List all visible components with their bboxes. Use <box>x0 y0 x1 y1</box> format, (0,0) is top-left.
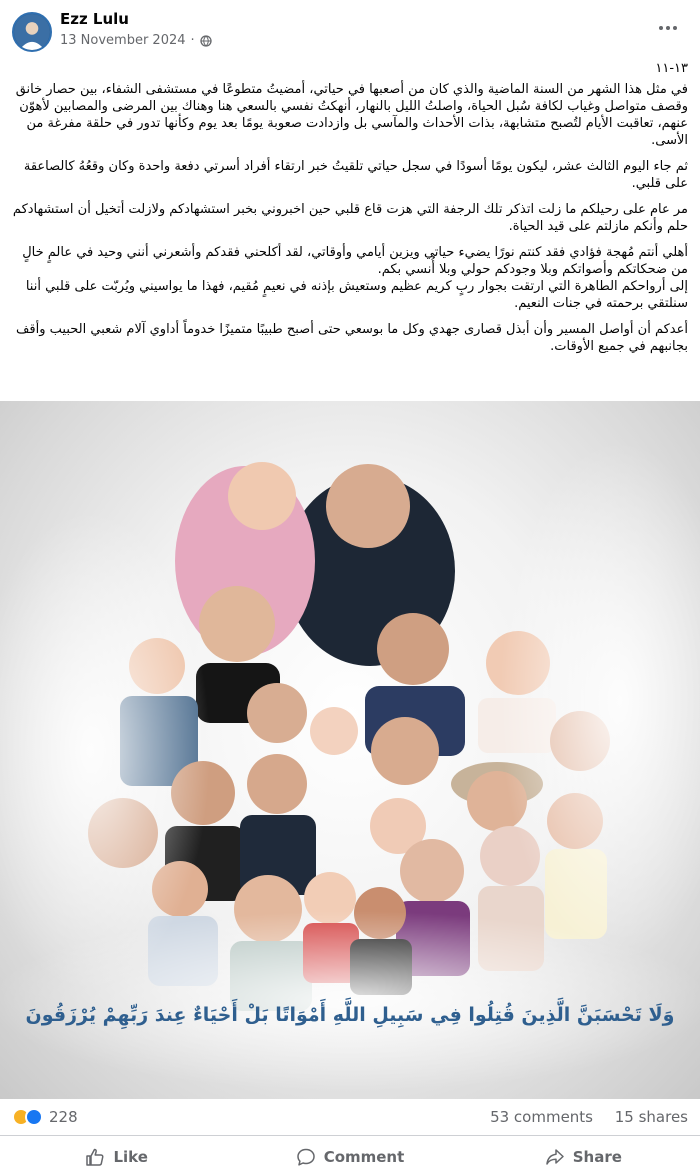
post-date[interactable]: 13 November 2024 <box>60 33 186 48</box>
like-reaction-icon <box>25 1108 43 1126</box>
comments-count[interactable]: 53 comments <box>490 1108 593 1126</box>
more-dots-icon[interactable] <box>656 18 680 38</box>
post-paragraph-3: مر عام على رحيلكم ما زلت اتذكر تلك الرجفة التي هزت قاع قلبي حين اخبروني بخبر استشهادكم ولازلت أتخيل أن استشهادكم حلم وأنكم مازلتم على قيد الحياة. <box>12 202 688 234</box>
share-label: Share <box>572 1147 622 1166</box>
post-text <box>12 60 688 364</box>
post-text-date: ١٣-١١ <box>655 61 688 76</box>
reaction-count[interactable]: 228 <box>49 1108 78 1126</box>
share-button[interactable] <box>467 1137 700 1176</box>
comment-label: Comment <box>323 1147 405 1166</box>
post-paragraph-2: ثم جاء اليوم الثالث عشر، ليكون يومًا أسودًا في سجل حياتي تلقيتُ خبر ارتقاء أفراد أسرتي دفعة واحدة وكان وقعُهُ كالصاعقة على قلبي. <box>23 159 688 191</box>
post-header <box>0 0 700 58</box>
like-label: Like <box>113 1147 148 1166</box>
avatar-image <box>14 14 50 50</box>
family-collage-image <box>0 401 700 1099</box>
like-button[interactable] <box>0 1137 233 1176</box>
shares-count[interactable]: 15 shares <box>614 1108 688 1126</box>
thumbs-up-icon <box>85 1147 105 1167</box>
author-name[interactable]: Ezz Lulu <box>60 10 129 28</box>
reactions-summary[interactable] <box>12 1108 78 1126</box>
post-meta <box>60 33 212 48</box>
post-paragraph-4: أهلي أنتم مُهجة فؤادي فقد كنتم نورًا يضيء حياتي ويزين أيامي وأوقاتي، لقد أكلحني فقدكم وأشعرني أنني وحيد في عالمٍ خالٍ من ضحكاتكم وأصواتكم وبلا وجودكم حولي وبلا أُنسي بكم. إلى أرواحكم الطاهرة التي ارتقت بجوار ربٍ كريم عظيم وستعيش بإذنه في نعيمٍ مُقيم، فهذا ما يواسيني ويُربّت على قلبي أننا سنلتقي برحمته في جنات النعيم. <box>22 245 688 311</box>
comment-bubble-icon <box>296 1147 316 1167</box>
post-paragraph-1: في مثل هذا الشهر من السنة الماضية والذي كان من أصعبها في حياتي، أمضيتُ متطوعًا في مستشفى الشفاء، بين حصار خانق وقصف متواصل وغياب لكافة سُبل الحياة، واصلتُ الليل بالنهار، أنهكتُ نفسي بالسعي هنا وهناك بين المرضى والمصابين لأهوّن عنهم، تعاقبت الأيام لتُصبح متشابهة، بذات الأحداث والمآسي بل وازدادت صعوبة يومًا بعد يوم وكأنها تدور في حلقة مفرغة من الأسى. <box>15 82 688 148</box>
globe-icon[interactable] <box>200 35 212 47</box>
post-actions <box>0 1137 700 1176</box>
author-avatar[interactable] <box>12 12 52 52</box>
comment-button[interactable] <box>233 1137 466 1176</box>
post-paragraph-5: أعدكم أن أواصل المسير وأن أبذل قصارى جهدي وكل ما بوسعي حتى أصبح طبيبًا متميزًا خدوماً أداوي آلام شعبي الحبيب وأقف بجانبهم في جميع الأوقات. <box>15 322 688 354</box>
post-stats <box>0 1100 700 1136</box>
post-image[interactable] <box>0 401 700 1099</box>
quran-calligraphy: وَلَا تَحْسَبَنَّ الَّذِينَ قُتِلُوا فِي سَبِيلِ اللَّهِ أَمْوَاتًا بَلْ أَحْيَاءٌ عِندَ رَبِّهِمْ يُرْزَقُونَ <box>25 1004 675 1026</box>
meta-separator: · <box>190 33 195 48</box>
share-arrow-icon <box>545 1147 565 1167</box>
